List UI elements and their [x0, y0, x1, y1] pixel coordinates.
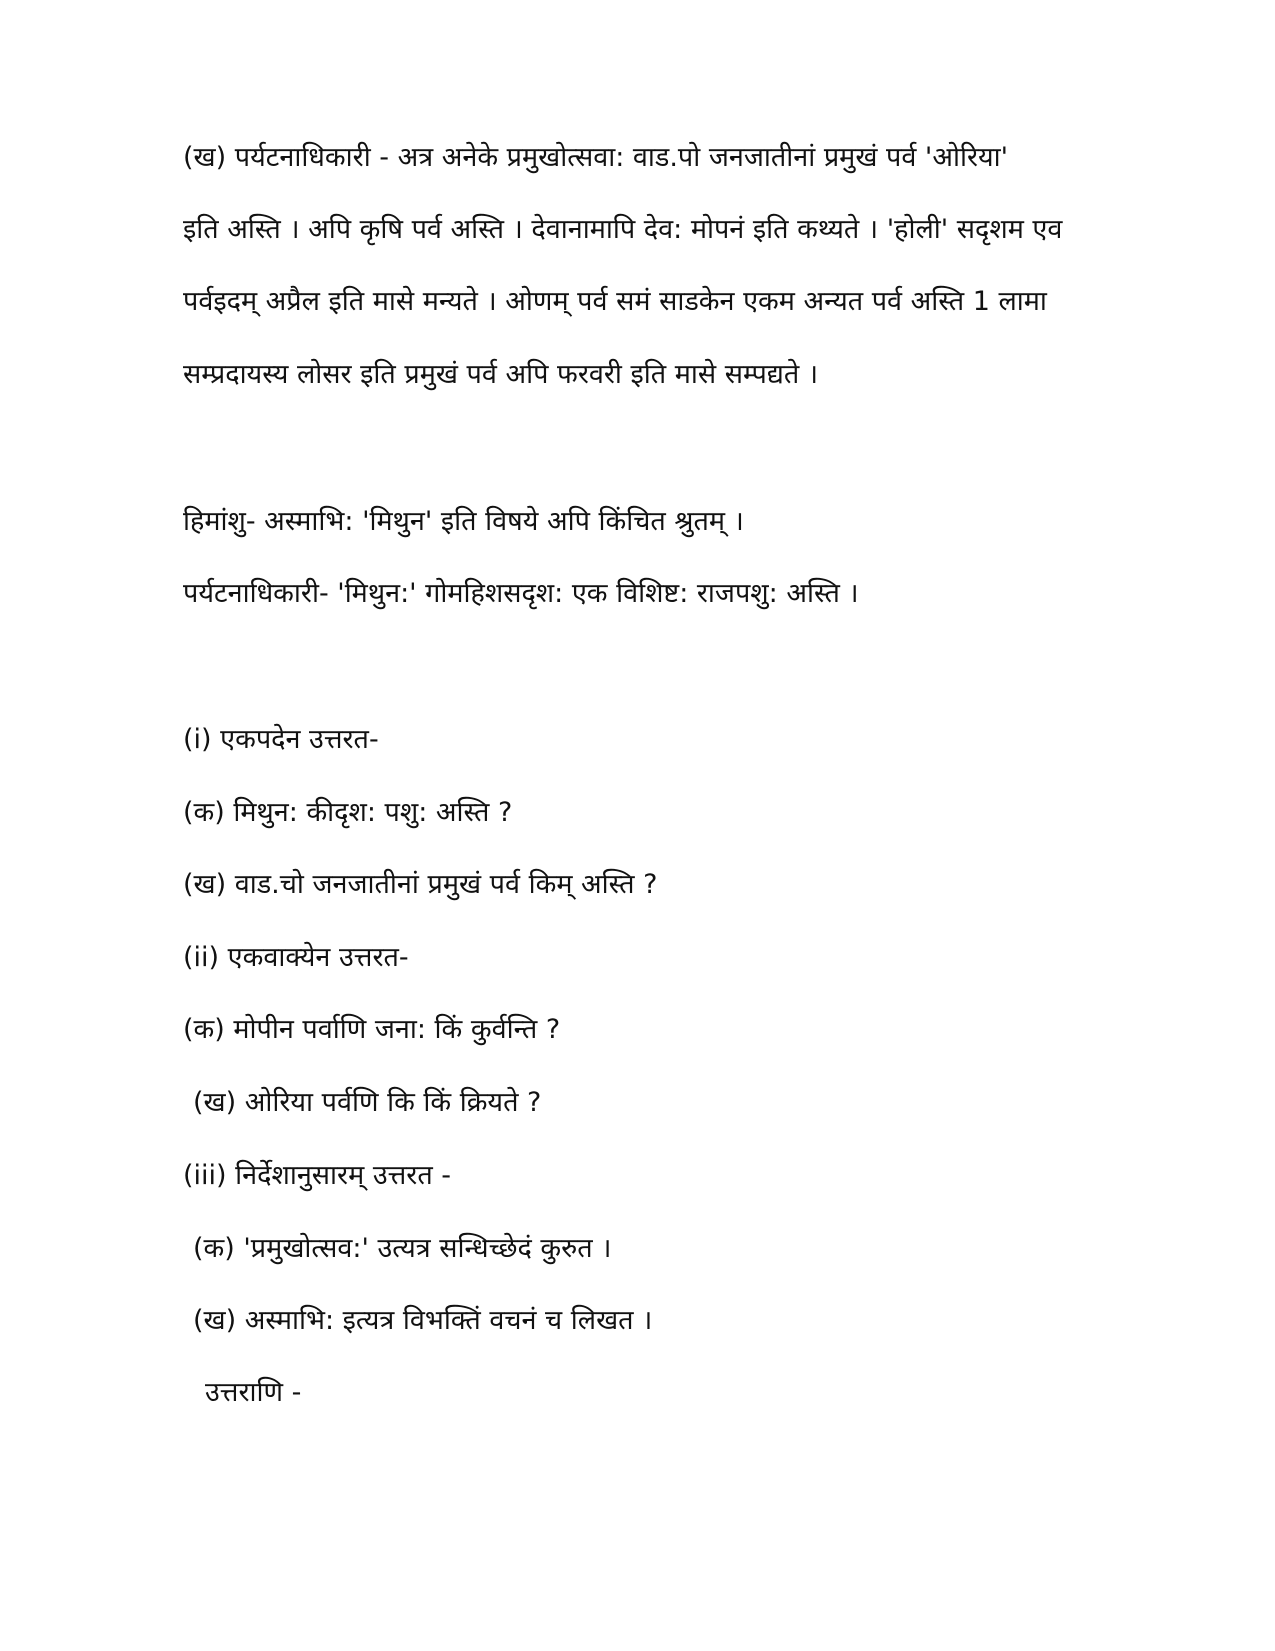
passage-line-4: सम्प्रदायस्य लोसर इति प्रमुखं पर्व अपि फरवरी इति मासे सम्पद्यते । — [183, 359, 819, 390]
passage-line-2: इति अस्ति । अपि कृषि पर्व अस्ति । देवानामापि देव: मोपनं इति कथ्यते । 'होली' सदृशम एव — [183, 214, 1063, 245]
question-3a: (क) 'प्रमुखोत्सव:' उत्यत्र सन्धिच्छेदं कुरुत । — [193, 1233, 612, 1264]
question-1a: (क) मिथुन: कीदृश: पशु: अस्ति ? — [183, 797, 513, 828]
dialogue-officer: पर्यटनाधिकारी- 'मिथुन:' गोमहिशसदृश: एक विशिष्ट: राजपशु: अस्ति । — [183, 578, 859, 609]
question-1-heading: (i) एकपदेन उत्तरत- — [183, 724, 379, 755]
question-1b: (ख) वाड.चो जनजातीनां प्रमुखं पर्व किम् अस्ति ? — [183, 869, 658, 900]
dialogue-himanshu: हिमांशु- अस्माभि: 'मिथुन' इति विषये अपि किंचित श्रुतम् । — [183, 506, 744, 537]
question-2b: (ख) ओरिया पर्वणि कि किं क्रियते ? — [193, 1087, 542, 1118]
passage-line-1: (ख) पर्यटनाधिकारी - अत्र अनेके प्रमुखोत्सवा: वाड.पो जनजातीनां प्रमुखं पर्व 'ओरिया' — [183, 142, 1009, 173]
question-3b: (ख) अस्माभि: इत्यत्र विभक्तिं वचनं च लिखत । — [193, 1305, 653, 1336]
passage-line-3: पर्वइदम् अप्रैल इति मासे मन्यते । ओणम् पर्व समं साडकेन एकम अन्यत पर्व अस्ति 1 लामा — [183, 286, 1047, 317]
question-2a: (क) मोपीन पर्वाणि जना: किं कुर्वन्ति ? — [183, 1014, 561, 1045]
question-2-heading: (ii) एकवाक्येन उत्तरत- — [183, 942, 409, 973]
question-3-heading: (iii) निर्देशानुसारम् उत्तरत - — [183, 1160, 452, 1191]
answers-heading: उत्तराणि - — [205, 1377, 302, 1408]
